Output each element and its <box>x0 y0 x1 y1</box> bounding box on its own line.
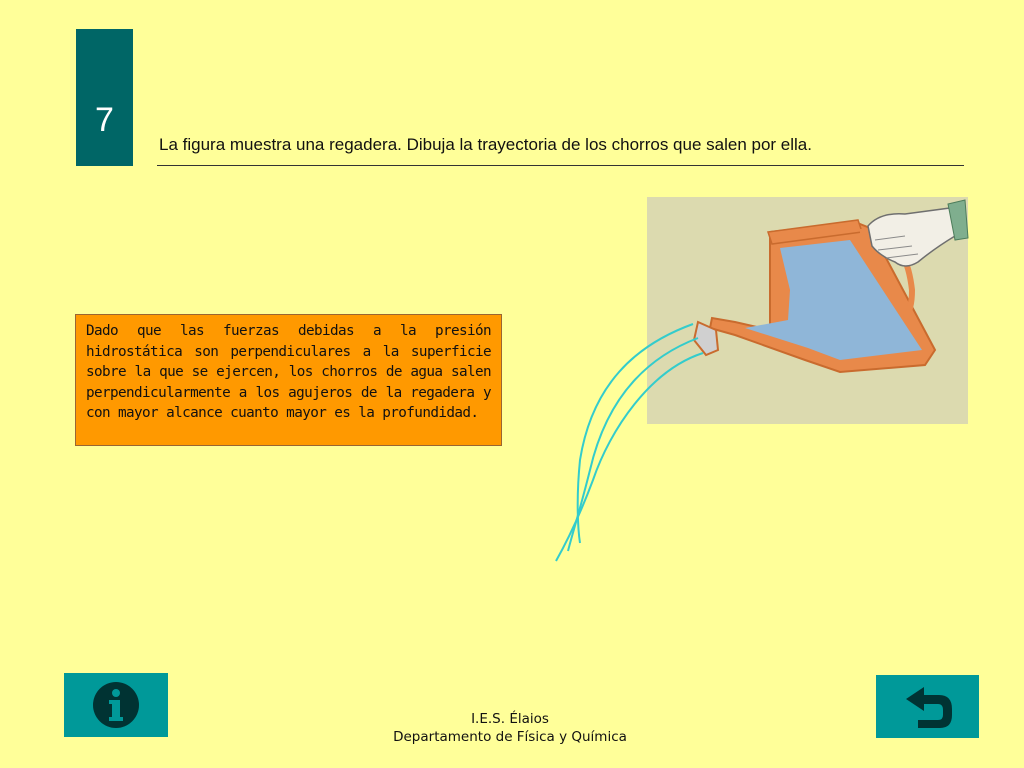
footer-school: I.E.S. Élaios <box>471 711 549 727</box>
watering-can-illustration <box>647 197 968 424</box>
return-arrow-icon <box>902 684 954 730</box>
info-button[interactable] <box>64 673 168 737</box>
slide-number: 7 <box>95 101 114 139</box>
title-divider <box>157 165 964 166</box>
return-button[interactable] <box>876 675 979 738</box>
info-icon <box>92 681 140 729</box>
answer-box: Dado que las fuerzas debidas a la presión hidrostática son perpendiculares a la superficie sobre la que se ejercen, los chorros de agua salen perpendicularmente a los agujeros de la regadera y con mayor alcance cuanto mayor es la profundidad. <box>75 314 502 446</box>
footer-department: Departamento de Física y Química <box>393 729 627 745</box>
slide-number-box <box>76 29 133 166</box>
question-text: La figura muestra una regadera. Dibuja la trayectoria de los chorros que salen por ella. <box>159 135 812 154</box>
